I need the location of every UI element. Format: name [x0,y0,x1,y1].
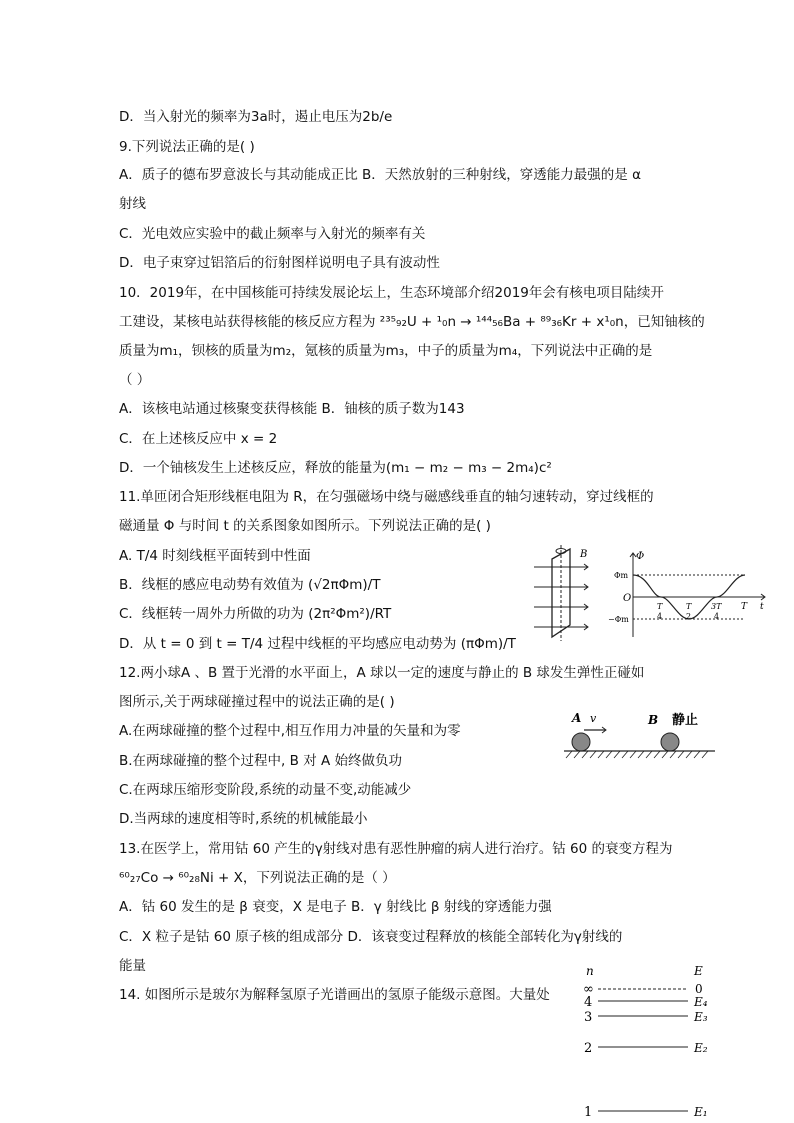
question-9-stem: 9.下列说法正确的是( ) [119,139,255,155]
text-line: A．钴 60 发生的是 β 衰变，X 是电子 B．γ 射线比 β 射线的穿透能力强 [119,899,552,915]
text-line: C．线框转一周外力所做的功为 (2π²Φm²)/RT [119,606,392,622]
question-13-stem: 13.在医学上，常用钴 60 产生的γ射线对患有恶性肿瘤的病人进行治疗。钴 60 的衰变方程为 [119,841,673,857]
level-inf-n: ∞ [583,982,594,997]
level-2-e: E₂ [694,1041,708,1055]
text-line: D．从 t = 0 到 t = T/4 过程中线框的平均感应电动势为 (πΦm)/T [119,636,516,652]
neg-phim-label: −Φm [608,615,629,624]
text-line: D．当入射光的频率为3a时，遏止电压为2b/e [119,109,393,125]
text-line: D．电子束穿过铝箔后的衍射图样说明电子具有波动性 [119,255,440,271]
text-line: ⁶⁰₂₇Co → ⁶⁰₂₈Ni + X，下列说法正确的是（ ） [119,870,396,886]
phim-label: Φm [614,571,629,580]
text-line: 能量 [119,958,146,974]
text-line: B.在两球碰撞的整个过程中, B 对 A 始终做负功 [119,753,403,769]
ground-hatch [566,751,708,758]
tick-t4-den: 4 [657,612,663,621]
text-line: D.当两球的速度相等时,系统的机械能最小 [119,811,368,827]
level-3-e: E₃ [694,1010,708,1024]
tick-t-label: T [741,602,748,612]
text-line: 图所示,关于两球碰撞过程中的说法正确的是( ) [119,694,395,710]
text-line: （ ） [119,372,151,388]
energy-level-figure [578,963,718,1123]
ball-a [572,733,590,751]
level-2-n: 2 [584,1041,593,1056]
text-line: 工建设，某核电站获得核能的核反应方程为 ²³⁵₉₂U + ¹₀n → ¹⁴⁴₅₆Ba + ⁸⁹₃₆Kr + x¹₀n，已知铀核的 [119,314,705,330]
origin-label: O [623,593,632,604]
text-line: C.在两球压缩形变阶段,系统的动量不变,动能减少 [119,782,412,798]
t-axis-label: t [760,602,764,612]
text-line: B．线框的感应电动势有效值为 (√2πΦm)/T [119,577,381,593]
text-line: D．一个铀核发生上述核反应，释放的能量为(m₁ − m₂ − m₃ − 2m₄)c² [119,460,552,476]
text-line: A. T/4 时刻线框平面转到中性面 [119,548,311,564]
ball-b-label: B [648,713,659,727]
rest-label: 静止 [672,713,699,728]
text-line: C．在上述核反应中 x = 2 [119,431,278,447]
question-12-stem: 12.两小球A 、B 置于光滑的水平面上，A 球以一定的速度与静止的 B 球发生弹性正碰如 [119,665,645,681]
tick-t2-den: 2 [686,612,692,621]
question-10-stem: 10．2019年，在中国核能可持续发展论坛上，生态环境部介绍2019年会有核电项目陆续开 [119,285,664,301]
tick-3t4-den: 4 [714,612,720,621]
flux-figure [530,545,770,645]
level-3-n: 3 [584,1010,593,1025]
ball-b [661,733,679,751]
text-line: A．该核电站通过核聚变获得核能 B．铀核的质子数为143 [119,401,465,417]
velocity-label: v [590,712,597,725]
balls-figure [560,708,720,763]
text-line: 磁通量 Φ 与时间 t 的关系图象如图所示。下列说法正确的是( ) [119,518,491,534]
b-field-label: B [580,549,588,560]
question-11-stem: 11.单匝闭合矩形线框电阻为 R，在匀强磁场中绕与磁感线垂直的轴匀速转动，穿过线框的 [119,489,654,505]
tick-t4-num: T [657,602,663,611]
tick-3t4-num: 3T [711,602,722,611]
ball-a-label: A [572,711,582,725]
text-line: 质量为m₁，钡核的质量为m₂，氪核的质量为m₃，中子的质量为m₄，下列说法中正确的是 [119,343,653,359]
level-inf-e: 0 [695,982,703,996]
tick-t2-num: T [686,602,692,611]
level-1-e: E₁ [694,1105,708,1119]
n-header: n [586,964,594,978]
flux-graph [630,553,765,637]
text-line: 射线 [119,196,146,212]
text-line: C．X 粒子是钴 60 原子核的组成部分 D．该衰变过程释放的核能全部转化为γ射线的 [119,929,623,945]
text-line: A．质子的德布罗意波长与其动能成正比 B．天然放射的三种射线，穿透能力最强的是 α [119,167,641,183]
phi-axis-label: Φ [636,551,645,562]
e-header: E [694,964,703,978]
level-4-e: E₄ [694,995,708,1009]
level-4-n: 4 [584,995,593,1010]
level-1-n: 1 [584,1105,593,1120]
question-14-stem: 14. 如图所示是玻尔为解释氢原子光谱画出的氢原子能级示意图。大量处 [119,987,550,1003]
text-line: A.在两球碰撞的整个过程中,相互作用力冲量的矢量和为零 [119,723,461,739]
text-line: C．光电效应实验中的截止频率与入射光的频率有关 [119,226,426,242]
